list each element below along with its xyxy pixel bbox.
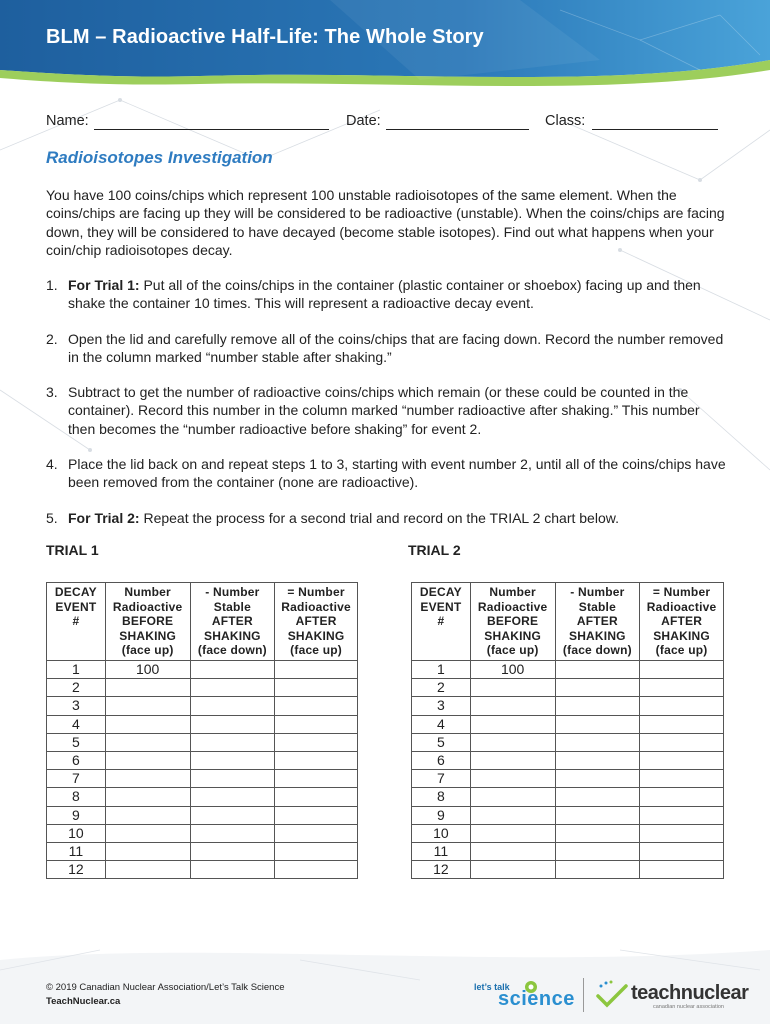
column-header-line: (face down) xyxy=(197,643,267,658)
event-number-cell: 1 xyxy=(47,661,106,679)
entry-cell[interactable] xyxy=(190,770,275,788)
column-header-line: Radioactive xyxy=(477,599,548,614)
entry-cell[interactable] xyxy=(190,788,275,806)
entry-cell[interactable] xyxy=(105,751,190,769)
column-header-line: AFTER xyxy=(661,614,703,629)
entry-cell[interactable] xyxy=(555,824,640,842)
event-number-cell: 11 xyxy=(47,842,106,860)
entry-cell[interactable] xyxy=(275,770,358,788)
table-row xyxy=(412,842,724,860)
table-row xyxy=(47,715,358,733)
student-info-fields xyxy=(46,113,718,133)
entry-cell[interactable] xyxy=(105,679,190,697)
check-atom-icon xyxy=(595,980,629,1010)
entry-cell[interactable] xyxy=(105,824,190,842)
event-number-cell: 4 xyxy=(47,715,106,733)
event-number-cell: 3 xyxy=(47,697,106,715)
entry-cell[interactable] xyxy=(190,751,275,769)
entry-cell[interactable] xyxy=(640,661,724,679)
column-header-line: Radioactive xyxy=(112,599,183,614)
entry-cell[interactable] xyxy=(470,715,555,733)
entry-cell[interactable]: 100 xyxy=(105,661,190,679)
entry-cell[interactable] xyxy=(640,806,724,824)
entry-cell[interactable] xyxy=(190,697,275,715)
step-item xyxy=(46,276,726,313)
entry-cell[interactable] xyxy=(470,788,555,806)
step-item xyxy=(46,509,726,527)
entry-cell[interactable] xyxy=(275,751,358,769)
date-label: Date: xyxy=(346,113,381,129)
trial-2-label: TRIAL 2 xyxy=(408,542,461,558)
teachnuclear-logo xyxy=(595,978,749,1014)
column-header-line: (face up) xyxy=(290,643,342,658)
column-header-line: Stable xyxy=(578,599,616,614)
entry-cell[interactable] xyxy=(640,842,724,860)
entry-cell[interactable] xyxy=(105,788,190,806)
page-title: BLM – Radioactive Half-Life: The Whole Story xyxy=(46,26,484,48)
intro-paragraph: You have 100 coins/chips which represent 100 unstable radioisotopes of the same element. When the coins/chips are facing up they will be considered to be radioactive (unstable). When the coins/chips are facing down, they will be considered to have decayed (become stable isotopes). Find out what happens when your coin/chip radioisotopes decay. xyxy=(46,187,725,258)
entry-cell[interactable] xyxy=(190,842,275,860)
entry-cell[interactable] xyxy=(275,788,358,806)
table-row xyxy=(412,861,724,879)
entry-cell[interactable] xyxy=(470,806,555,824)
event-number-cell: 8 xyxy=(412,788,471,806)
column-header-line: EVENT xyxy=(420,599,462,614)
entry-cell[interactable] xyxy=(275,697,358,715)
column-header-line: Number xyxy=(124,585,171,599)
entry-cell[interactable] xyxy=(470,733,555,751)
class-field[interactable] xyxy=(592,128,718,130)
column-header xyxy=(412,583,471,661)
step-text: Subtract to get the number of radioactive coins/chips which remain (or these could be counted in the container). Record this number in the column marked “number radioactive after shaking.” This number then becomes the “number radioactive before shaking” for event 2. xyxy=(68,384,700,437)
logo-subtext: canadian nuclear association xyxy=(653,1004,724,1010)
event-number-cell: 3 xyxy=(412,697,471,715)
event-number-cell: 1 xyxy=(412,661,471,679)
column-header-line: BEFORE xyxy=(122,614,174,629)
logo-text: teachnuclear xyxy=(631,982,749,1004)
entry-cell[interactable] xyxy=(640,770,724,788)
entry-cell[interactable] xyxy=(105,861,190,879)
entry-cell[interactable] xyxy=(640,751,724,769)
column-header-line: AFTER xyxy=(295,614,337,629)
event-number-cell: 6 xyxy=(412,751,471,769)
entry-cell[interactable] xyxy=(555,733,640,751)
entry-cell[interactable] xyxy=(640,861,724,879)
entry-cell[interactable] xyxy=(105,715,190,733)
event-number-cell: 9 xyxy=(412,806,471,824)
entry-cell[interactable] xyxy=(190,715,275,733)
date-field[interactable] xyxy=(386,128,529,130)
table-row xyxy=(412,679,724,697)
table-row xyxy=(412,770,724,788)
table-row xyxy=(47,697,358,715)
step-item xyxy=(46,383,726,438)
entry-cell[interactable] xyxy=(555,806,640,824)
entry-cell[interactable] xyxy=(640,697,724,715)
table-row xyxy=(412,697,724,715)
entry-cell[interactable] xyxy=(470,824,555,842)
event-number-cell: 12 xyxy=(47,861,106,879)
entry-cell[interactable] xyxy=(640,824,724,842)
entry-cell[interactable] xyxy=(555,770,640,788)
event-number-cell: 2 xyxy=(412,679,471,697)
table-row xyxy=(412,824,724,842)
lets-talk-science-logo xyxy=(474,982,574,1012)
entry-cell[interactable] xyxy=(190,806,275,824)
column-header-line: SHAKING xyxy=(484,628,542,643)
table-row xyxy=(47,861,358,879)
table-row xyxy=(412,661,724,679)
event-number-cell: 7 xyxy=(412,770,471,788)
table-row xyxy=(47,788,358,806)
logo-big-text: science xyxy=(498,988,575,1010)
entry-cell[interactable] xyxy=(555,751,640,769)
column-header-line: # xyxy=(437,614,445,629)
column-header-line: AFTER xyxy=(211,614,253,629)
column-header xyxy=(190,583,275,661)
entry-cell[interactable] xyxy=(105,770,190,788)
step-item xyxy=(46,330,726,367)
logo-divider xyxy=(583,978,584,1012)
entry-cell[interactable] xyxy=(275,715,358,733)
column-header-line: BEFORE xyxy=(487,614,539,629)
entry-cell[interactable] xyxy=(555,788,640,806)
column-header-line: (face up) xyxy=(655,643,708,658)
entry-cell[interactable] xyxy=(275,861,358,879)
event-number-cell: 9 xyxy=(47,806,106,824)
column-header-line: - Number xyxy=(570,585,625,599)
entry-cell[interactable] xyxy=(470,679,555,697)
column-header-line: (face down) xyxy=(562,643,632,658)
website-link[interactable]: TeachNuclear.ca xyxy=(46,996,121,1007)
trial-2-table xyxy=(411,582,724,879)
column-header-line: Number xyxy=(489,585,536,599)
step-number: 3. xyxy=(46,384,58,401)
column-header xyxy=(47,583,106,661)
column-header-line: SHAKING xyxy=(287,628,345,643)
step-bold: For Trial 2: xyxy=(68,509,140,526)
entry-cell[interactable] xyxy=(555,697,640,715)
step-bold: For Trial 1: xyxy=(68,277,140,293)
table-row xyxy=(47,751,358,769)
table-row xyxy=(47,770,358,788)
column-header-line: (face up) xyxy=(486,643,539,658)
table-row xyxy=(412,733,724,751)
table-row xyxy=(412,806,724,824)
event-number-cell: 8 xyxy=(47,788,106,806)
entry-cell[interactable] xyxy=(105,806,190,824)
entry-cell[interactable] xyxy=(105,733,190,751)
event-number-cell: 10 xyxy=(412,824,471,842)
entry-cell[interactable] xyxy=(190,661,275,679)
step-number: 5. xyxy=(46,509,58,526)
entry-cell[interactable] xyxy=(555,679,640,697)
step-text: Put all of the coins/chips in the container (plastic container or shoebox) facing up and then shake the container 10 times. This will represent a radioactive decay event. xyxy=(68,277,701,312)
logo-small-text: let’s talk xyxy=(474,982,510,992)
entry-cell[interactable] xyxy=(275,733,358,751)
event-number-cell: 6 xyxy=(47,751,106,769)
column-header-line: SHAKING xyxy=(119,628,177,643)
column-header-line: SHAKING xyxy=(653,628,710,643)
step-number: 4. xyxy=(46,456,58,473)
column-header xyxy=(470,583,555,661)
entry-cell[interactable] xyxy=(190,861,275,879)
entry-cell[interactable] xyxy=(640,679,724,697)
event-number-cell: 2 xyxy=(47,679,106,697)
table-row xyxy=(412,788,724,806)
event-number-cell: 12 xyxy=(412,861,471,879)
entry-cell[interactable] xyxy=(470,842,555,860)
entry-cell[interactable] xyxy=(640,733,724,751)
entry-cell[interactable] xyxy=(105,697,190,715)
copyright-text: © 2019 Canadian Nuclear Association/Let’s Talk Science xyxy=(46,982,285,993)
entry-cell[interactable] xyxy=(555,715,640,733)
entry-cell[interactable] xyxy=(640,715,724,733)
table-row xyxy=(47,733,358,751)
class-label: Class: xyxy=(545,113,586,129)
entry-cell[interactable] xyxy=(190,733,275,751)
entry-cell[interactable] xyxy=(470,751,555,769)
column-header-line: DECAY xyxy=(54,585,97,599)
event-number-cell: 5 xyxy=(412,733,471,751)
column-header xyxy=(555,583,640,661)
entry-cell[interactable] xyxy=(470,861,555,879)
column-header-line: # xyxy=(72,614,80,629)
column-header-line: - Number xyxy=(205,585,260,599)
entry-cell[interactable] xyxy=(190,824,275,842)
entry-cell[interactable] xyxy=(275,842,358,860)
step-text: Open the lid and carefully remove all of the coins/chips that are facing down. Record the number removed in the column marked “number stable after shaking.” xyxy=(68,330,724,365)
entry-cell[interactable] xyxy=(190,679,275,697)
table-row xyxy=(47,679,358,697)
entry-cell[interactable] xyxy=(555,661,640,679)
entry-cell[interactable] xyxy=(640,788,724,806)
section-heading: Radioisotopes Investigation xyxy=(46,148,273,167)
step-number: 1. xyxy=(46,277,58,293)
table-row xyxy=(412,715,724,733)
column-header-line: AFTER xyxy=(576,614,618,629)
entry-cell[interactable] xyxy=(470,770,555,788)
table-row xyxy=(412,751,724,769)
column-header-line: Radioactive xyxy=(281,599,351,614)
column-header-line: (face up) xyxy=(121,643,174,658)
column-header-line: SHAKING xyxy=(568,628,626,643)
entry-cell[interactable] xyxy=(275,679,358,697)
column-header xyxy=(275,583,358,661)
entry-cell[interactable] xyxy=(470,697,555,715)
entry-cell[interactable] xyxy=(275,661,358,679)
event-number-cell: 11 xyxy=(412,842,471,860)
entry-cell[interactable] xyxy=(555,842,640,860)
header-banner xyxy=(0,0,770,92)
entry-cell[interactable] xyxy=(105,842,190,860)
column-header-line: = Number xyxy=(287,585,345,599)
column-header-line: Stable xyxy=(213,599,251,614)
trial-1-table xyxy=(46,582,358,879)
table-row xyxy=(47,661,358,679)
step-number: 2. xyxy=(46,330,58,347)
column-header-line: SHAKING xyxy=(203,628,261,643)
column-header xyxy=(105,583,190,661)
name-field[interactable] xyxy=(94,128,329,130)
instruction-steps xyxy=(46,276,726,544)
entry-cell[interactable] xyxy=(555,861,640,879)
event-number-cell: 5 xyxy=(47,733,106,751)
column-header xyxy=(640,583,724,661)
entry-cell[interactable]: 100 xyxy=(470,661,555,679)
event-number-cell: 10 xyxy=(47,824,106,842)
name-label: Name: xyxy=(46,113,89,129)
table-row xyxy=(47,806,358,824)
trial-1-label: TRIAL 1 xyxy=(46,542,99,558)
column-header-line: EVENT xyxy=(55,599,97,614)
event-number-cell: 7 xyxy=(47,770,106,788)
table-row xyxy=(47,824,358,842)
step-text: Repeat the process for a second trial and record on the TRIAL 2 chart below. xyxy=(139,509,619,526)
entry-cell[interactable] xyxy=(275,806,358,824)
column-header-line: Radioactive xyxy=(646,599,717,614)
step-text: Place the lid back on and repeat steps 1 to 3, starting with event number 2, until all of the coins/chips have been removed from the container (none are radioactive). xyxy=(68,456,726,491)
table-row xyxy=(47,842,358,860)
event-number-cell: 4 xyxy=(412,715,471,733)
column-header-line: DECAY xyxy=(419,585,462,599)
step-item xyxy=(46,455,726,492)
entry-cell[interactable] xyxy=(275,824,358,842)
column-header-line: = Number xyxy=(652,585,711,599)
